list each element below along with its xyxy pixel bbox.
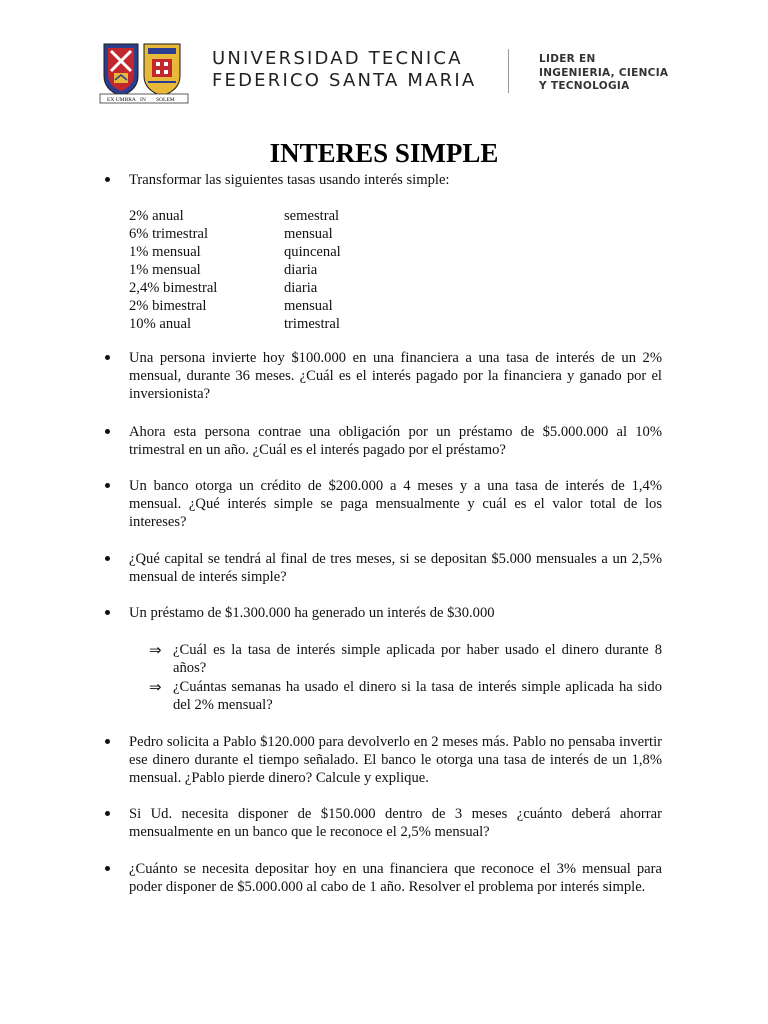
rate-to: mensual <box>284 226 333 242</box>
rate-from: 6% trimestral <box>129 226 209 242</box>
page-title: INTERES SIMPLE <box>269 138 499 168</box>
exercise-present-deposit: ¿Cuánto se necesita depositar hoy en una financiera que reconoce el 3% mensual para poder disponer de $5.000.000 al cabo de 1 año. Resolver el problema por interés simple. <box>129 861 662 895</box>
bullet-icon <box>104 733 114 743</box>
rate-to: diaria <box>284 280 318 296</box>
crest-motto-mid: IN <box>140 97 146 103</box>
crest-motto-left: EX UMBRA <box>107 97 136 103</box>
right-double-arrow-icon: ⇒ <box>149 678 162 696</box>
rate-to: trimestral <box>284 316 340 332</box>
rate-from: 1% mensual <box>129 262 201 278</box>
university-name-line1: UNIVERSIDAD TECNICA <box>212 48 463 69</box>
sub-question-rate-text: ¿Cuál es la tasa de interés simple aplicada por haber usado el dinero durante 8 años? <box>173 642 662 676</box>
rate-from: 10% anual <box>129 316 192 332</box>
bullet-icon <box>104 805 114 815</box>
tagline-line2: INGENIERIA, CIENCIA <box>539 66 669 79</box>
rate-row <box>129 279 341 297</box>
rate-row <box>129 315 341 333</box>
rate-from: 2% anual <box>129 208 184 224</box>
exercise-loan-interest: Un préstamo de $1.300.000 ha generado un interés de $30.000 <box>129 605 495 621</box>
exercise-bank-credit: Un banco otorga un crédito de $200.000 a 4 meses y a una tasa de interés de 1,4% mensual. ¿Qué interés simple se paga mensualmente y cuál es el valor total de los intereses? <box>129 478 662 530</box>
exercise-loan-obligation: Ahora esta persona contrae una obligación por un préstamo de $5.000.000 al 10% trimestral en un año. ¿Cuál es el interés pagado por el préstamo? <box>129 424 662 458</box>
rate-row <box>129 243 341 261</box>
right-double-arrow-icon: ⇒ <box>149 641 162 659</box>
exercise-pedro-pablo: Pedro solicita a Pablo $120.000 para devolverlo en 2 meses más. Pablo no pensaba invertir ese dinero durante el tiempo señalado. El banco le otorga una tasa de interés de un 1,8% mensual. ¿Pablo pierde dinero? Calcule y explique. <box>129 734 662 786</box>
exercise-savings-plan: Si Ud. necesita disponer de $150.000 dentro de 3 meses ¿cuánto deberá ahorrar mensualmente en un banco que le reconoce el 2,5% mensual? <box>129 806 662 840</box>
tagline-line3: Y TECNOLOGIA <box>539 80 630 92</box>
rate-row <box>129 297 341 315</box>
exercise-monthly-deposits: ¿Qué capital se tendrá al final de tres meses, si se depositan $5.000 mensuales a un 2,5% mensual de interés simple? <box>129 551 662 585</box>
rate-to: semestral <box>284 208 340 224</box>
tagline-line1: LIDER EN <box>539 53 596 65</box>
rate-from: 2,4% bimestral <box>129 280 218 296</box>
bullet-icon <box>104 423 114 433</box>
sub-question-weeks-text: ¿Cuántas semanas ha usado el dinero si la tasa de interés simple aplicada ha sido del 2% mensual? <box>173 679 662 713</box>
sub-question-weeks <box>149 678 662 714</box>
sub-question-rate <box>149 641 662 677</box>
rates-table <box>129 207 341 333</box>
bullet-icon <box>104 349 114 359</box>
rate-to: mensual <box>284 298 333 314</box>
bullet-icon <box>104 477 114 487</box>
exercise-investment: Una persona invierte hoy $100.000 en una financiera a una tasa de interés de un 2% mensual, durante 36 meses. ¿Cuál es el interés pagado por la financiera y ganado por el inversionista? <box>129 350 662 402</box>
bullet-icon <box>104 604 114 614</box>
rate-row <box>129 225 341 243</box>
rate-to: diaria <box>284 262 318 278</box>
bullet-icon <box>104 550 114 560</box>
crest-motto-right: SOLEM <box>156 97 175 103</box>
rate-from: 1% mensual <box>129 244 201 260</box>
bullet-icon <box>104 860 114 870</box>
rate-row <box>129 261 341 279</box>
exercise-transform-rates: Transformar las siguientes tasas usando interés simple: <box>129 172 450 188</box>
university-name-line2: FEDERICO SANTA MARIA <box>212 70 477 91</box>
rate-row <box>129 207 341 225</box>
rate-from: 2% bimestral <box>129 298 207 314</box>
bullet-icon <box>104 171 114 181</box>
rate-to: quincenal <box>284 244 341 260</box>
